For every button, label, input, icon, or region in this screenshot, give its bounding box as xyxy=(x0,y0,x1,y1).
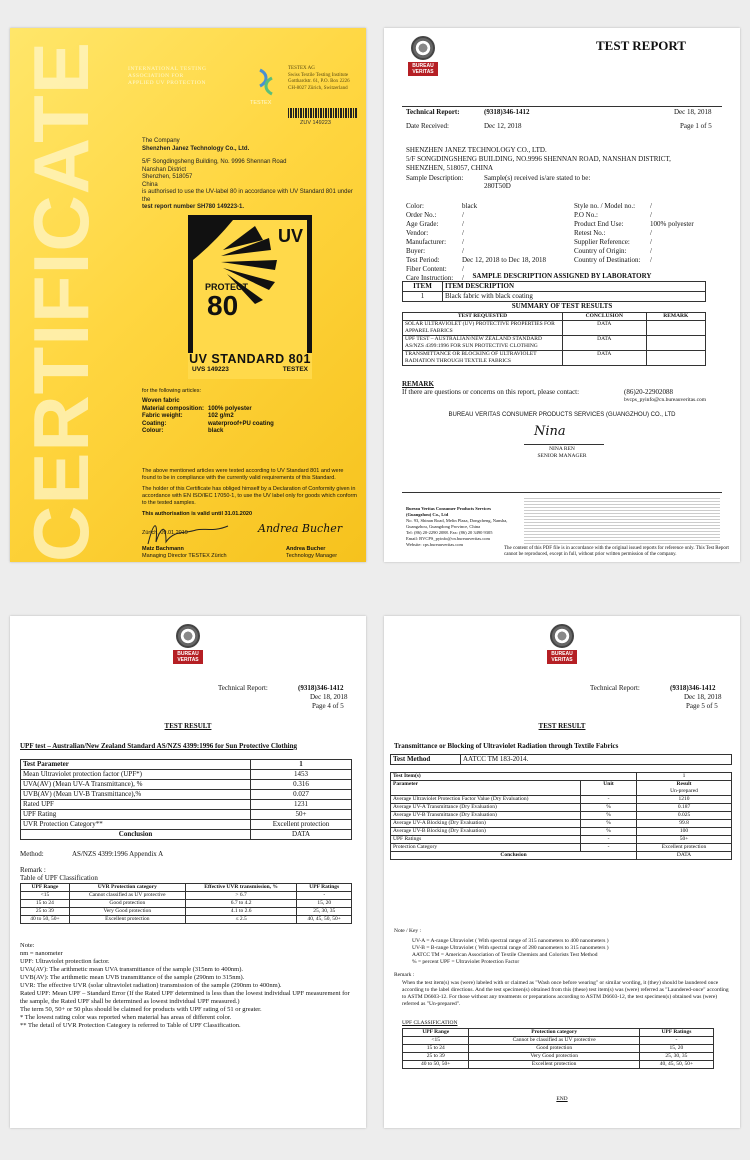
remark-label: REMARK xyxy=(402,380,434,388)
table-row: 40 to 50, 50+ Excellent protection 40, 45, 50, 50+ xyxy=(403,1061,714,1069)
test-report-page-4 xyxy=(10,616,366,1128)
signer-1-role: Managing Director TESTEX Zürich xyxy=(142,553,227,559)
barcode xyxy=(288,108,358,118)
signature-bachmann xyxy=(144,516,234,548)
table-row: UVB(AV) (Mean UV-B Transmittance),% 0.027 xyxy=(21,790,352,800)
table-row: Protection Category - Excellent protection xyxy=(391,844,732,852)
table-row: Test Item(s) 1 xyxy=(391,773,732,781)
signature-nina: Nina xyxy=(534,424,566,439)
field-row: Country of Destination: / xyxy=(574,256,652,264)
field-row: Style no. / Model no.: / xyxy=(574,202,652,210)
field-row: Vendor: / xyxy=(406,229,464,237)
table-row: UVA(AV) (Mean UV-A Transmittance), % 0.316 xyxy=(21,780,352,790)
method-label: Method: xyxy=(20,850,44,858)
signer-2-role: Technology Manager xyxy=(286,553,338,559)
contact-phone: (86)20-22902088 xyxy=(624,388,673,396)
uv-standard-band: UV STANDARD 801 UVS 149223 TESTEX xyxy=(188,353,312,379)
table-row: 25 to 39 Very Good protection 25, 30, 35 xyxy=(403,1053,714,1061)
field-row: Care Instruction: / xyxy=(406,274,464,282)
table-header: Parameter Unit Result Un-prepared xyxy=(391,781,732,796)
tr-number: (9318)346-1412 xyxy=(670,684,716,692)
bv-footer-address: Bureau Veritas Consumer Products Services (Guangzhou) Co., Ltd No. 93, Shinan Road, Melin Plaza, Dongcheng, Nansha, Guangzhou, Guangdong Province, China Tel: (86) 20-2290 2088. Fax: (86) 20 3490 9305 Email: BVCPS_pyinfo@cn.bureauveritas.com Website: cps.bureauveritas.com xyxy=(406,506,508,547)
field-row: Test Period: Dec 12, 2018 to Dec 18, 2018 xyxy=(406,256,546,264)
note-line: nm = nanometer xyxy=(20,950,63,957)
field-row: Country of Origin: / xyxy=(574,247,652,255)
upf-results-table xyxy=(20,759,352,840)
field-row: Order No.: / xyxy=(406,211,464,219)
company-name: Shenzhen Janez Technology Co., Ltd. xyxy=(142,145,250,152)
testex-wordmark: TESTEX xyxy=(250,100,272,106)
field-row: Supplier Reference: / xyxy=(574,238,652,246)
received-date: Dec 12, 2018 xyxy=(484,122,522,130)
page-number: Page 1 of 5 xyxy=(680,122,712,130)
table-row: UVR Protection Category** Excellent protection xyxy=(21,820,352,830)
table-row: Average UV-B Blocking (Dry Evaluation) % 100 xyxy=(391,828,732,836)
table-row: Average UV-A Blocking (Dry Evaluation) % 99.8 xyxy=(391,820,732,828)
key-line: UV-B = B-range Ultraviolet ( With spectral range of 280 nanometers to 315 nanometers ) xyxy=(412,945,609,951)
section-heading: Transmittance or Blocking of Ultraviolet Radiation through Textile Fabrics xyxy=(394,742,619,750)
table-row: 40 to 50, 50+ Excellent protection ≤ 2.5 40, 45, 50, 50+ xyxy=(21,916,352,924)
signer-name: NINA REN xyxy=(549,446,575,452)
company-block: SHENZHEN JANEZ TECHNOLOGY CO., LTD. 5/F SONGDINGSHENG BUILDING, NO.9996 SHENNAN ROAD, NANSHAN DISTRICT, SHENZHEN, 518057, CHINA xyxy=(406,146,671,172)
signer-1: Matz Bachmann xyxy=(142,546,184,552)
uv-protect-label: UV PROTECT 80 xyxy=(188,215,312,373)
note-line: ** The detail of UVR Protection Category is referred to Table of UPF Classification. xyxy=(20,1022,241,1029)
received-label: Date Received: xyxy=(406,122,449,130)
note-label: Note / Key : xyxy=(394,928,422,934)
field-row: Fiber Content: / xyxy=(406,265,464,273)
field-row: Retest No.: / xyxy=(574,229,652,237)
desc-title: SAMPLE DESCRIPTION ASSIGNED BY LABORATORY xyxy=(472,272,652,280)
testex-address: TESTEX AG Swiss Textile Testing Institute Gotthardstr. 61, P.O. Box 2226 CH-8027 Zürich, Switzerland xyxy=(288,66,350,91)
compliance-text: The above mentioned articles were tested according to UV Standard 801 and were found to be in compliance with the currently valid requirements of this Standard. The holder of this Certificate has obliged himself by a Declaration of Conformity given in accordance with EN ISO/IEC 17050-1, to use the UV label only for goods which conform to the tested samples. This authorisation is valid until 31.01.2020 xyxy=(142,468,357,517)
report-date: Dec 18, 2018 xyxy=(684,693,722,701)
key-line: UV-A = A-range Ultraviolet ( With spectral range of 315 nanometers to 400 nanometers ) xyxy=(412,938,609,944)
tr-label: Technical Report: xyxy=(406,108,460,116)
bureau-veritas-logo: BUREAU VERITAS xyxy=(408,36,438,82)
signature-bucher: Andrea Bucher xyxy=(258,522,343,535)
key-line: % = percent UPF = Ultraviolet Protection Factor xyxy=(412,959,520,965)
report-date: Dec 18, 2018 xyxy=(310,693,348,701)
remark-text: If there are questions or concerns on this report, please contact: xyxy=(402,388,580,396)
table-row: 15 to 24 Good protection 15, 20 xyxy=(403,1045,714,1053)
bureau-veritas-logo: BUREAU VERITAS xyxy=(173,624,203,670)
page-number: Page 4 of 5 xyxy=(312,702,344,710)
certificate-body: The Company Shenzhen Janez Technology Co., Ltd. 5/F Songdingsheng Building, No. 9996 Shennan Road Nanshan District Shenzhen, 518057 China is authorised to use the UV-label 80 in accordance with UV Standard 801 under the test report number SH780 149223-1. xyxy=(142,138,362,212)
field-row: Age Grade: / xyxy=(406,220,464,228)
articles-intro: for the following articles: xyxy=(142,388,201,394)
note-line: Note: xyxy=(20,942,35,949)
method: AS/NZS 4399:1996 Appendix A xyxy=(72,850,164,858)
place-date: Zürich, 09.01.2019 xyxy=(142,530,188,536)
field-row: Buyer: / xyxy=(406,247,464,255)
tr-number: (9318)346-1412 xyxy=(484,108,530,116)
note-line: The term 50, 50+ or 50 plus should be claimed for products with UPF rating of 51 or greater. xyxy=(20,1006,262,1013)
upf-classification-table xyxy=(20,883,352,924)
table-row: Conclusion DATA xyxy=(391,852,732,860)
table-row: 25 to 39 Very Good protection 4.1 to 2.6 25, 30, 35 xyxy=(21,908,352,916)
test-report-page-1 xyxy=(384,28,740,562)
summary-table: TEST REQUESTED CONCLUSION REMARK SOLAR ULTRAVIOLET (UV) PROTECTIVE PROPERTIES FOR APPAREL FABRICS DATA UPF TEST – AUSTRALIAN/NEW ZEALAND STANDARD AS/NZS 4399:1996 FOR SUN PROTECTIVE CLOTHING DATA TRANSMITTANCE OR BLOCKING OF ULTRAVIOLET RADIATION THROUGH TEXTILE FABRICS DATA xyxy=(402,312,706,366)
fine-print xyxy=(524,498,720,544)
table-row: Average UV-B Transmittance (Dry Evaluation) % 0.025 xyxy=(391,812,732,820)
tr-label: Technical Report: xyxy=(590,684,640,692)
note-line: UVB(AV): The arithmetic mean UVB transmittance of the sample (290nm to 315nm). xyxy=(20,974,245,981)
barcode-number: ZUV 149223 xyxy=(300,120,331,126)
remark-label: Remark : xyxy=(394,972,415,978)
section-heading: UPF test – Australian/New Zealand Standard AS/NZS 4399:1996 for Sun Protective Clothing xyxy=(20,742,297,750)
signer-role: SENIOR MANAGER xyxy=(537,453,587,459)
field-row: P.O No.: / xyxy=(574,211,652,219)
sample-label: Sample Description: xyxy=(406,174,464,182)
uv-results-table xyxy=(390,772,732,860)
key-list xyxy=(412,938,732,966)
sample-code: 280T50D xyxy=(484,182,511,190)
table-row: UPF Rating 50+ xyxy=(21,810,352,820)
table-row: <15 Cannot be classified as UV protective - xyxy=(403,1037,714,1045)
section-title: TEST RESULT xyxy=(164,722,212,730)
certificate-watermark: CERTIFICATE xyxy=(17,41,105,562)
testex-logo-icon xyxy=(256,68,276,96)
right-fields xyxy=(574,202,734,265)
summary-title: SUMMARY OF TEST RESULTS xyxy=(511,302,613,310)
table-header: UPF Range UVR Protection category Effective UVR transmission, % UPF Ratings xyxy=(21,884,352,892)
table-header: UPF Range Protection category UPF Ratings xyxy=(403,1029,714,1037)
left-fields xyxy=(406,202,576,283)
material-details: Woven fabric Material composition: 100% polyester Fabric weight: 102 g/m2 Coating: waterproof+PU coating Colour: black xyxy=(142,398,274,434)
bv-company: BUREAU VERITAS CONSUMER PRODUCTS SERVICES (GUANGZHOU) CO., LTD xyxy=(448,412,676,418)
field-row: Product End Use: 100% polyester xyxy=(574,220,694,228)
note-line: * The lowest rating color was reported when material has areas of different color. xyxy=(20,1014,232,1021)
disclaimer: The content of this PDF file is in accordance with the original issued reports for reference only. This Test Report cannot be reproduced, except in full, without prior written permission of the company. xyxy=(504,546,729,557)
table-row: 15 to 24 Good protection 6.7 to 4.2 15, 20 xyxy=(21,900,352,908)
page-number: Page 5 of 5 xyxy=(686,702,718,710)
report-title: TEST REPORT xyxy=(596,38,686,53)
contact-email-link[interactable]: bvcps_pyinfo@cn.bureauveritas.com xyxy=(624,397,707,403)
notes xyxy=(20,942,356,1030)
upf-classification-table xyxy=(402,1028,714,1069)
note-line: UVA(AV): The arithmetic mean UVA transmittance of the sample (315nm to 400nm). xyxy=(20,966,244,973)
table-row: Average Ultraviolet Protection Factor Value (Dry Evaluation) - 1210 xyxy=(391,796,732,804)
table-row: Mean Ultraviolet protection factor (UPF*) 1453 xyxy=(21,770,352,780)
remark-text: When the test item(s) was (were) labeled with or claimed as "Wash once before wearing" or similar wording, it (they) should be laundered once according to the label directions. And the test specimen(s) obtained from this (these) test item(s) was (were) referred as "Laundered-once" according to ASTM D6603-12. For those without any treatments or preparations according to ASTM D6603-12, the test specimen(s) obtained was (were) referred as "Un-prepared". xyxy=(402,980,729,1007)
key-line: AATCC TM = American Association of Textile Chemists and Colorists Test Method xyxy=(412,952,598,958)
note-line: Rated UPF: Mean UPF – Standard Error (If the Rated UPF determined is less than the lowest individual UPF measurement for the sample, the Rated UPF shall be determined as lowest individual UPF measured.) xyxy=(20,990,350,1005)
tr-number: (9318)346-1412 xyxy=(298,684,344,692)
note-line: UVR: The effective UVR (solar ultraviolet radiation) transmission of the sample (290nm to 400nm). xyxy=(20,982,282,989)
table-row: Conclusion DATA xyxy=(21,830,352,840)
table-row: Rated UPF 1231 xyxy=(21,800,352,810)
org-name: INTERNATIONAL TESTING ASSOCIATION FOR APPLIED UV PROTECTION xyxy=(128,66,207,86)
test-method-row: Test Method AATCC TM 183-2014. xyxy=(390,754,732,765)
desc-table: ITEM ITEM DESCRIPTION 1 Black fabric with black coating xyxy=(402,281,706,302)
end-marker: END xyxy=(556,1096,568,1102)
table-row: Average UV-A Transmittance (Dry Evaluation) % 0.187 xyxy=(391,804,732,812)
validity: This authorisation is valid until 31.01.2020 xyxy=(142,511,253,517)
bureau-veritas-logo: BUREAU VERITAS xyxy=(547,624,577,670)
upf-value: 80 xyxy=(207,290,239,321)
class-title: UPF CLASSIFICATION xyxy=(402,1020,458,1026)
test-report-page-5 xyxy=(384,616,740,1128)
table-row: UPF Ratings - 50+ xyxy=(391,836,732,844)
remark-label: Remark : xyxy=(20,866,46,874)
field-row: Manufacturer: / xyxy=(406,238,464,246)
note-line: UPF: Ultraviolet protection factor. xyxy=(20,958,110,965)
report-date: Dec 18, 2018 xyxy=(674,108,712,116)
class-title: Table of UPF Classification xyxy=(20,874,98,882)
uv-certificate xyxy=(10,28,366,562)
table-row: <15 Cannot classified as UV protective > 6.7 - xyxy=(21,892,352,900)
tr-label: Technical Report: xyxy=(218,684,268,692)
section-title: TEST RESULT xyxy=(538,722,586,730)
sample-text: Sample(s) received is/are stated to be: xyxy=(484,174,591,182)
signer-2: Andrea Bucher xyxy=(286,546,326,552)
field-row: Color: black xyxy=(406,202,478,210)
table-row: Test Parameter 1 xyxy=(21,760,352,770)
